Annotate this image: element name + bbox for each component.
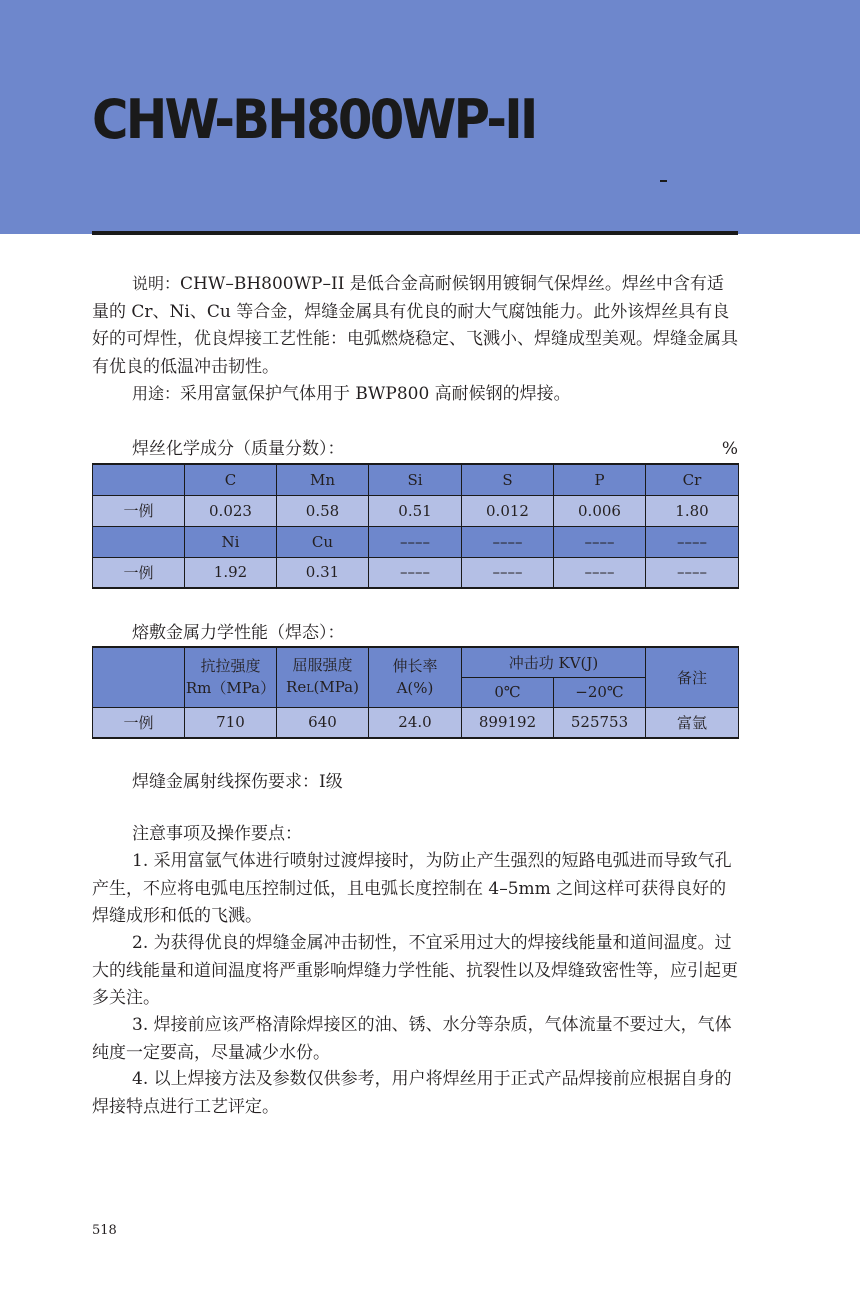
table-cell: 富氩 <box>646 707 739 738</box>
table-cell: 1.80 <box>646 495 739 526</box>
table-cell: Mn <box>277 464 369 495</box>
radiography-line <box>132 770 343 794</box>
table-cell: 0.006 <box>554 495 646 526</box>
table-cell: S <box>462 464 554 495</box>
table-cell: –––– <box>462 557 554 588</box>
description-text: CHW–BH800WP–II 是低合金高耐候钢用镀铜气保焊丝。焊丝中含有适量的 Cr、Ni、Cu 等合金，焊缝金属具有优良的耐大气腐蚀能力。此外该焊丝具有良好的可焊性，优良焊接工艺性能：电弧燃烧稳定、飞溅小、焊缝成型美观。焊缝金属具有优良的低温冲击韧性。 <box>92 274 738 377</box>
impact-header: 冲击功 KV(J) <box>462 647 646 677</box>
radiography-label: 焊缝金属射线探伤要求： <box>132 772 319 792</box>
table-cell: –––– <box>462 526 554 557</box>
table-cell: Si <box>369 464 462 495</box>
chemical-header-row-1 <box>93 464 739 495</box>
table-cell: 0.012 <box>462 495 554 526</box>
table-cell: –––– <box>369 526 462 557</box>
tensile-header: 抗拉强度 Rm（MPa） <box>185 647 277 707</box>
header-dash <box>660 180 667 182</box>
table-cell: 0.31 <box>277 557 369 588</box>
usage-label: 用途： <box>132 384 181 403</box>
mechanical-header-row-1 <box>93 647 739 677</box>
table-cell: P <box>554 464 646 495</box>
table-cell <box>93 526 185 557</box>
table-cell <box>93 464 185 495</box>
table-cell <box>93 647 185 707</box>
table-cell: –––– <box>554 526 646 557</box>
header-rule <box>92 231 738 235</box>
notes-title: 注意事项及操作要点： <box>132 824 302 844</box>
mechanical-title: 熔敷金属力学性能（焊态）： <box>132 623 345 643</box>
usage-paragraph <box>92 380 738 409</box>
note-item: 3. 焊接前应该严格清除焊接区的油、锈、水分等杂质，气体流量不要过大，气体纯度一定要高，尽量减少水份。 <box>92 1015 732 1063</box>
table-cell: 1.92 <box>185 557 277 588</box>
note-item: 1. 采用富氩气体进行喷射过渡焊接时，为防止产生强烈的短路电弧进而导致气孔产生，不应将电弧电压控制过低，且电弧长度控制在 4–5mm 之间这样可获得良好的焊缝成形和低的飞溅。 <box>92 851 732 926</box>
chemical-value-row-1 <box>93 495 739 526</box>
remark-header: 备注 <box>646 647 739 707</box>
note-item: 4. 以上焊接方法及参数仅供参考，用户将焊丝用于正式产品焊接前应根据自身的焊接特点进行工艺评定。 <box>92 1069 732 1117</box>
chemical-unit: % <box>721 439 738 459</box>
chemical-header-row-2 <box>93 526 739 557</box>
product-title: CHW-BH800WP-II <box>92 88 536 151</box>
table-cell: 710 <box>185 707 277 738</box>
elongation-header: 伸长率 A(%) <box>369 647 462 707</box>
table-cell: –––– <box>646 557 739 588</box>
chemical-table <box>92 463 739 589</box>
mechanical-table <box>92 646 739 739</box>
table-cell: –––– <box>369 557 462 588</box>
table-cell: 899192 <box>462 707 554 738</box>
yield-header: 屈服强度 ReL(MPa) <box>277 647 369 707</box>
radiography-value: Ⅰ级 <box>319 772 343 792</box>
impact-temp-minus20: −20℃ <box>554 677 646 707</box>
table-cell: 525753 <box>554 707 646 738</box>
page-number: 518 <box>92 1223 117 1238</box>
table-cell: 0.58 <box>277 495 369 526</box>
table-cell: Cr <box>646 464 739 495</box>
table-cell: Cu <box>277 526 369 557</box>
table-cell: 0.51 <box>369 495 462 526</box>
description-paragraph <box>92 270 738 381</box>
table-cell: 一例 <box>93 557 185 588</box>
mechanical-value-row <box>93 707 739 738</box>
table-cell: 一例 <box>93 495 185 526</box>
chemical-value-row-2 <box>93 557 739 588</box>
table-cell: Ni <box>185 526 277 557</box>
chemical-title: 焊丝化学成分（质量分数）： <box>132 439 345 459</box>
impact-temp-0: 0℃ <box>462 677 554 707</box>
description-label: 说明： <box>132 274 181 293</box>
table-cell: 640 <box>277 707 369 738</box>
table-cell: –––– <box>554 557 646 588</box>
table-cell: 0.023 <box>185 495 277 526</box>
table-cell: C <box>185 464 277 495</box>
note-item: 2. 为获得优良的焊缝金属冲击韧性，不宜采用过大的焊接线能量和道间温度。过大的线能量和道间温度将严重影响焊缝力学性能、抗裂性以及焊缝致密性等，应引起更多关注。 <box>92 933 738 1008</box>
table-cell: 一例 <box>93 707 185 738</box>
table-cell: 24.0 <box>369 707 462 738</box>
table-cell: –––– <box>646 526 739 557</box>
usage-text: 采用富氩保护气体用于 BWP800 高耐候钢的焊接。 <box>180 384 571 404</box>
